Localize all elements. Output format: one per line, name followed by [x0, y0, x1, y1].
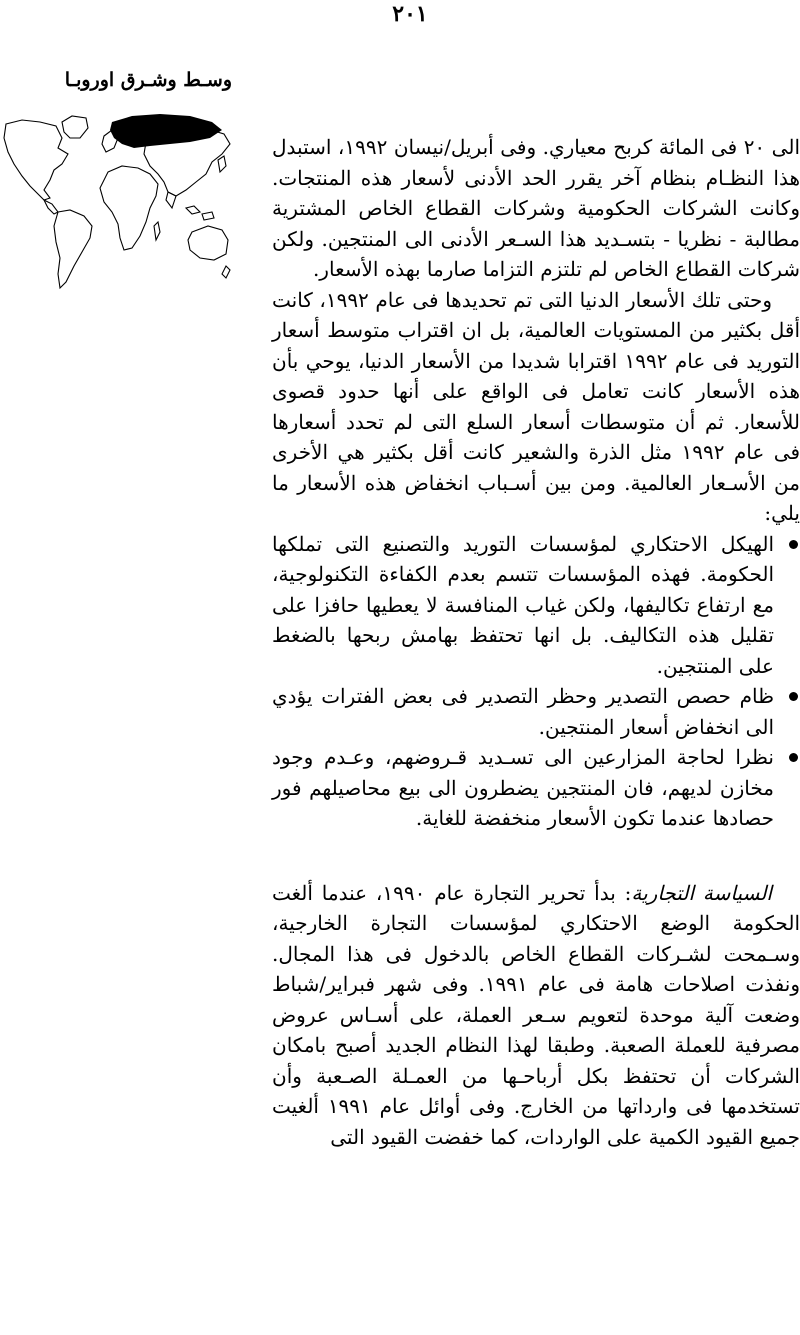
list-item — [272, 529, 774, 682]
article-text — [272, 132, 800, 1152]
paragraph-2: وحتى تلك الأسعار الدنيا التى تم تحديدها فى عام ١٩٩٢، كانت أقل بكثير من المستويات العالمية، بل ان اقتراب متوسط أسعار التوريد فى عام ١٩٩٢ اقترابا شديدا من الأسعار الدنيا، يوحي بأن هذه الأسعار كانت تعامل فى الواقع على أنها حدود قصوى للأسعار. ثم أن متوسطات أسعار السلع التى لم تحدد أسعارها فى عام ١٩٩٢ مثل الذرة والشعير كانت أقل بكثير هي الأخرى من الأسـعار العالمية. ومن بين أسـباب انخفاض هذه الأسعار ما يلي: — [272, 287, 800, 525]
list-item — [272, 681, 774, 742]
list-item-text: نظرا لحاجة المزارعين الى تسـديد قـروضهم، وعـدم وجود مخازن لديهم، فان المنتجين يضطرون الى بيع محاصيلهم فور حصادها عندما تكون الأسعار منخفضة للغاية. — [272, 745, 774, 830]
trade-policy-heading: السياسة التجارية — [631, 880, 772, 905]
paragraph-3 — [272, 878, 800, 1153]
bullet-list — [272, 529, 800, 834]
bullet-dot-icon — [789, 692, 798, 701]
page-number: ٢٠١ — [392, 1, 428, 27]
paragraph-3-text: : بدأ تحرير التجارة عام ١٩٩٠، عندما ألغت الحكومة الوضع الاحتكاري لمؤسسات التجارة الخارجية، وسـمحت لشـركات القطاع الخاص بالدخول فى هذا المجال. ونفذت اصلاحات هامة فى عام ١٩٩١. وفى شهر فبراير/شباط وضعت آلية موحدة لتعويم سـعر العملة، على أسـاس عروض مصرفية للعملة الصعبة. وطبقا لهذا النظام الجديد أصبح بامكان الشركات أن تحتفظ بكل أرباحـها من العمـلة الصـعبة وأن تستخدمها فى وارداتها من الخارج. وفى أوائل عام ١٩٩١ ألغيت جميع القيود الكمية على الواردات، كما خفضت القيود التى — [272, 880, 800, 1149]
world-map-icon — [0, 108, 232, 298]
paragraph-1: الى ٢٠ فى المائة كربح معياري. وفى أبريل/نيسان ١٩٩٢، استبدل هذا النظـام بنظام آخر يقرر الحد الأدنى لأسعار هذه المنتجات. وكانت الشركات الحكومية وشركات القطاع الخاص المشترية مطالبة - نظريا - بتسـديد هذا السـعر الأدنى الى المنتجين. ولكن شركات القطاع الخاص لم تلتزم التزاما صارما بهذه الأسعار. — [272, 135, 800, 281]
bullet-dot-icon — [789, 753, 798, 762]
list-item — [272, 742, 774, 834]
list-item-text: الهيكل الاحتكاري لمؤسسات التوريد والتصنيع التى تملكها الحكومة. فهذه المؤسسات تتسم بعدم الكفاءة التكنولوجية، مع ارتفاع تكاليفها، ولكن غياب المنافسة لا يعطيها حافزا على تقليل هذه التكاليف. بل انها تحتفظ بهامش ربحها بالضغط على المنتجين. — [272, 531, 774, 678]
list-item-text: ظام حصص التصدير وحظر التصدير فى بعض الفترات يؤدي الى انخفاض أسعار المنتجين. — [272, 684, 774, 739]
bullet-dot-icon — [789, 540, 798, 549]
section-spacer — [272, 834, 800, 878]
region-label: وسـط وشـرق اوروبـا — [64, 69, 232, 91]
